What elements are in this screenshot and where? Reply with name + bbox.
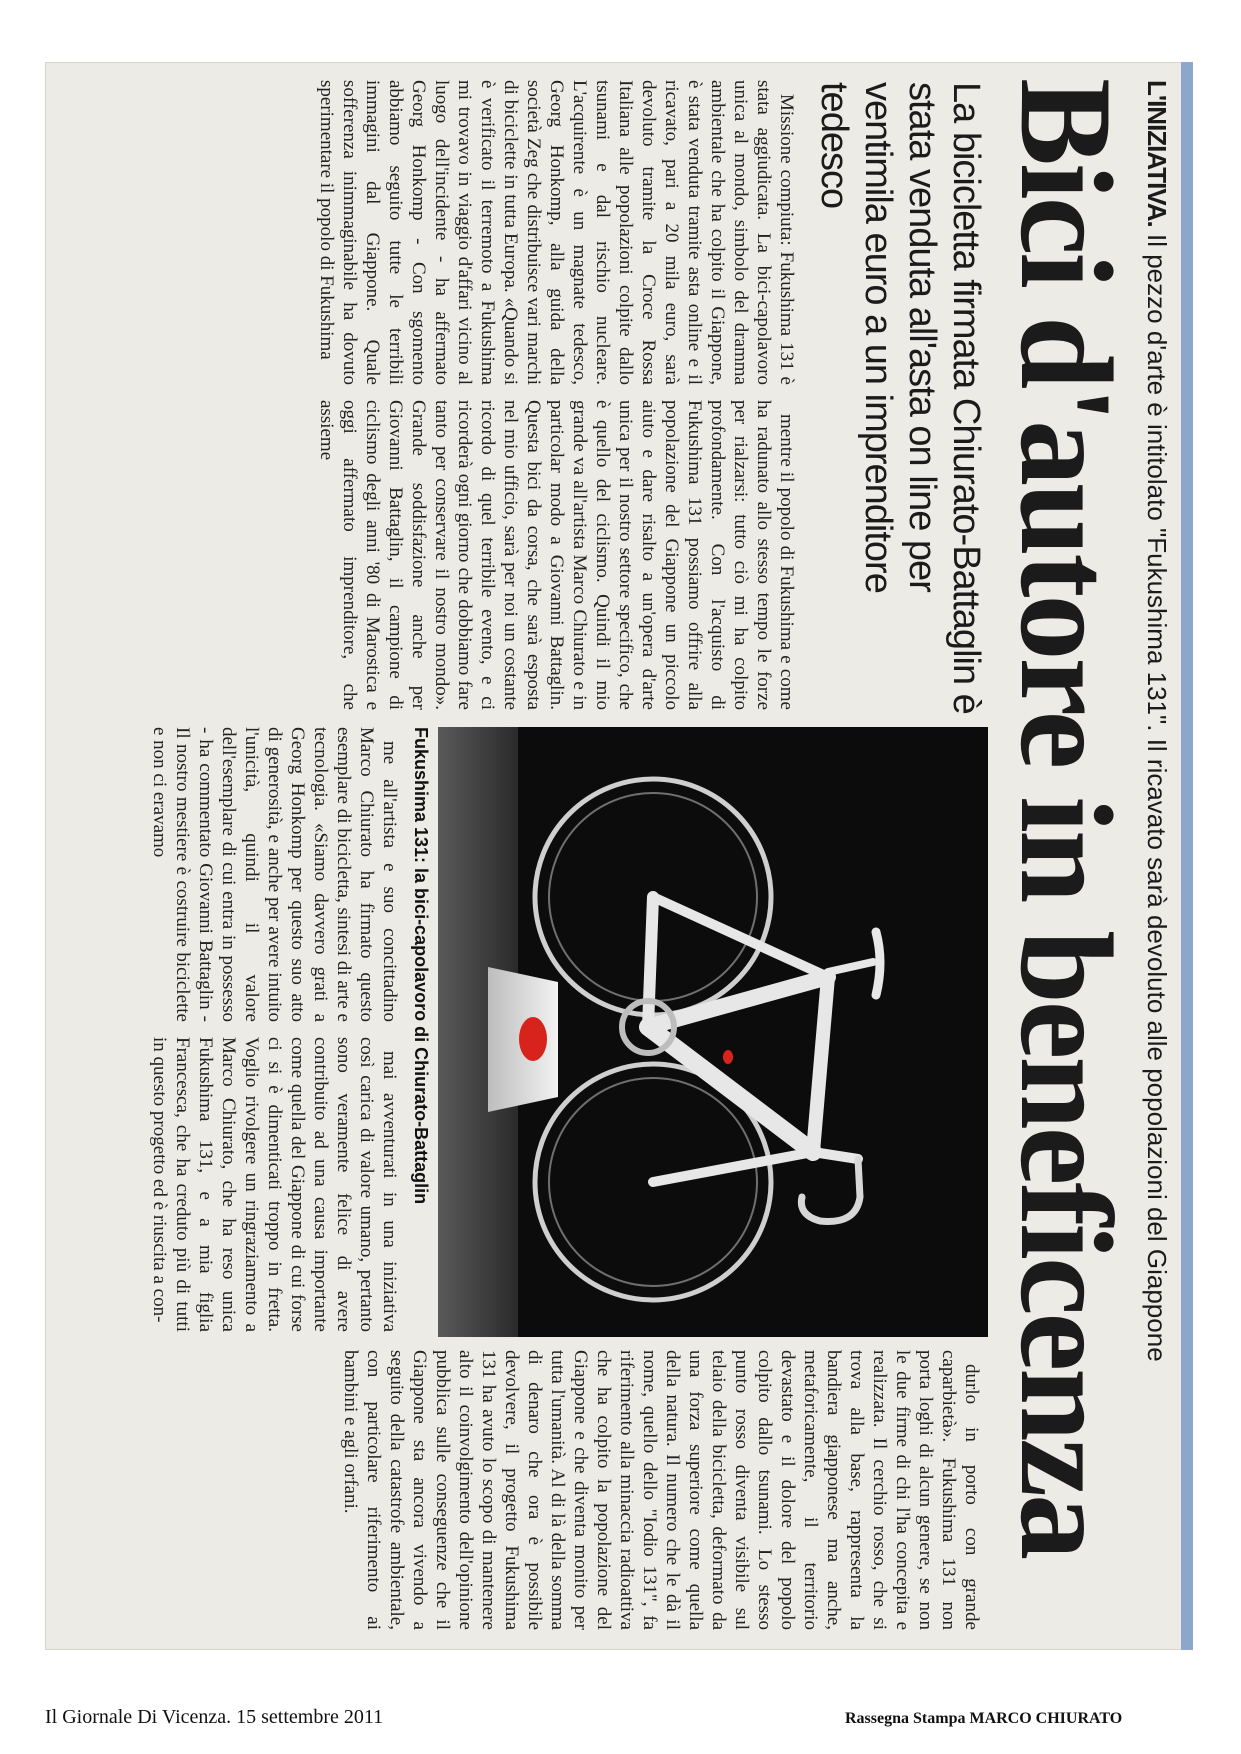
column-3-text: me all'artista e suo concittadino Marco Chiurato ha firmato questo esemplare di bicicletta, sintesi di arte e tecnologia. «Siamo davvero grati a Georg Honkomp per questo suo atto di generosità, e anche per avere intuito l'unicità, quindi il valore dell'esemplare di cui entra in possesso - ha commentato Giovanni Battaglin - Il nostro mestiere è costruire biciclette e non ci eravamo — [149, 727, 400, 1022]
column-1-text: Missione compiuta: Fukushima 131 è stata aggiudicata. La bici-capolavoro unica al mondo, simbolo del dramma ambientale che ha colpito il Giappone, è stata venduta tramite asta online e il ricavato, pari a 20 mila euro, sarà devoluto tramite la Croce Rossa Italiana alle popolazioni colpite dallo tsunami e dal rischio nucleare. L'acquirente è un magnate tedesco, Georg Honkomp, alla guida della società Zeg che distribuisce vari marchi di biciclette in tutta Europa. «Quando si è verificato il terremoto a Fukushima mi trovavo in viaggio d'affari vicino al luogo dell'incidente - ha affermato Georg Honkomp - Con sgomento abbiamo seguito tutte le terribili immagini dal Giappone. Quale sofferenza inimmaginabile ha dovuto sperimentare il popolo di Fukushima — [316, 80, 797, 385]
column-5-text: durlo in porto con grande caparbietà». Fukushima 131 non porta loghi di alcun genere, se non le due firme di chi l'ha concepita e realizzata. Il cerchio rosso, che si trova alla base, rappresenta la bandiera giapponese ma anche, metaforicamente, il territorio devastato e il dolore del popolo colpito dallo tsunami. Lo stesso punto rosso diventa visibile sul telaio della bicicletta, deformato da una forza superiore come quella della natura. Il numero che le dà il nome, quello dello "Iodio 131", fa riferimento alla minaccia radioattiva che ha colpito la popolazione del Giappone e che diventa monito per tutta l'umanità. Al di là della somma di denaro che ora è possibile devolvere, il progetto Fukushima 131 ha avuto lo scopo di mantenere alto il coinvolgimento dell'opinione pubblica sulle conseguenze che il Giappone sta ancora vivendo a seguito della catastrofe ambientale, con particolare riferimento ai bambini e agli orfani. — [340, 1350, 982, 1630]
saddle — [876, 932, 880, 995]
kicker-label: L'INIZIATIVA. — [1142, 80, 1172, 227]
rotated-article — [45, 62, 1193, 1650]
body-column-1 — [58, 80, 798, 385]
frame-red-dot-icon — [723, 1050, 733, 1064]
subheadline: La bicicletta firmata Chiurato-Battaglin è stata venduta all'asta on line per ventimila euro a un imprenditore tedesco — [813, 82, 987, 714]
column-4-text: mai avventurati in una iniziativa così carica di valore umano, pertanto sono veramente felice di avere contribuito ad una causa importante come quella del Giappone di cui forse ci si è dimenticati troppo in fretta. Voglio rivolgere un ringraziamento a Marco Chiurato, che ha reso unica Fukushima 131, e a mia figlia Francesca, che ha creduto più di tutti in questo progetto ed è riuscita a con- — [149, 1037, 400, 1332]
body-column-4 — [56, 1037, 401, 1332]
newspaper-clipping — [45, 62, 1193, 1650]
column-2-text: mentre il popolo di Fukushima e come ha radunato allo stesso tempo le forze per rialzarsi: tutto ciò mi ha colpito profondamente. Con l'acquisto di Fukushima 131 possiamo offrire alla popolazione del Giappone un piccolo aiuto e dare risalto a un'opera d'arte unica per il nostro settore specifico, che è quello del ciclismo. Quindi il mio grande va all'artista Marco Chiurato e in particolar modo a Giovanni Battaglin. Questa bici da corsa, che sarà esposta nel mio ufficio, sarà per noi un costante ricordo di quel terribile evento, e ci ricorderà ogni giorno che dobbiamo fare tanto per conservare il nostro mondo». Grande soddisfazione anche per Giovanni Battaglin, il campione di ciclismo degli anni '80 di Marostica e oggi affermato imprenditore, che assieme — [316, 400, 797, 710]
body-column-5 — [53, 1350, 983, 1630]
bicycle-illustration — [438, 727, 988, 1337]
press-review-footer: Rassegna Stampa MARCO CHIURATO — [845, 1710, 1123, 1727]
kicker-line — [1137, 80, 1177, 1600]
section-bar — [1181, 62, 1193, 1650]
bicycle-photo — [438, 727, 988, 1337]
body-column-3 — [56, 727, 401, 1022]
red-dot-icon — [519, 1017, 547, 1061]
source-footer: Il Giornale Di Vicenza. 15 settembre 2011 — [45, 1706, 384, 1728]
photo-caption: Fukushima 131: la bici-capolavoro di Chiurato-Battaglin — [411, 727, 431, 1205]
body-column-2 — [58, 400, 798, 710]
headline: Bici d'autore in beneficenza — [993, 78, 1140, 1558]
kicker-text: Il pezzo d'arte è intitolato "Fukushima 131". Il ricavato sarà devoluto alle popolazioni del Giappone — [1142, 234, 1172, 1362]
